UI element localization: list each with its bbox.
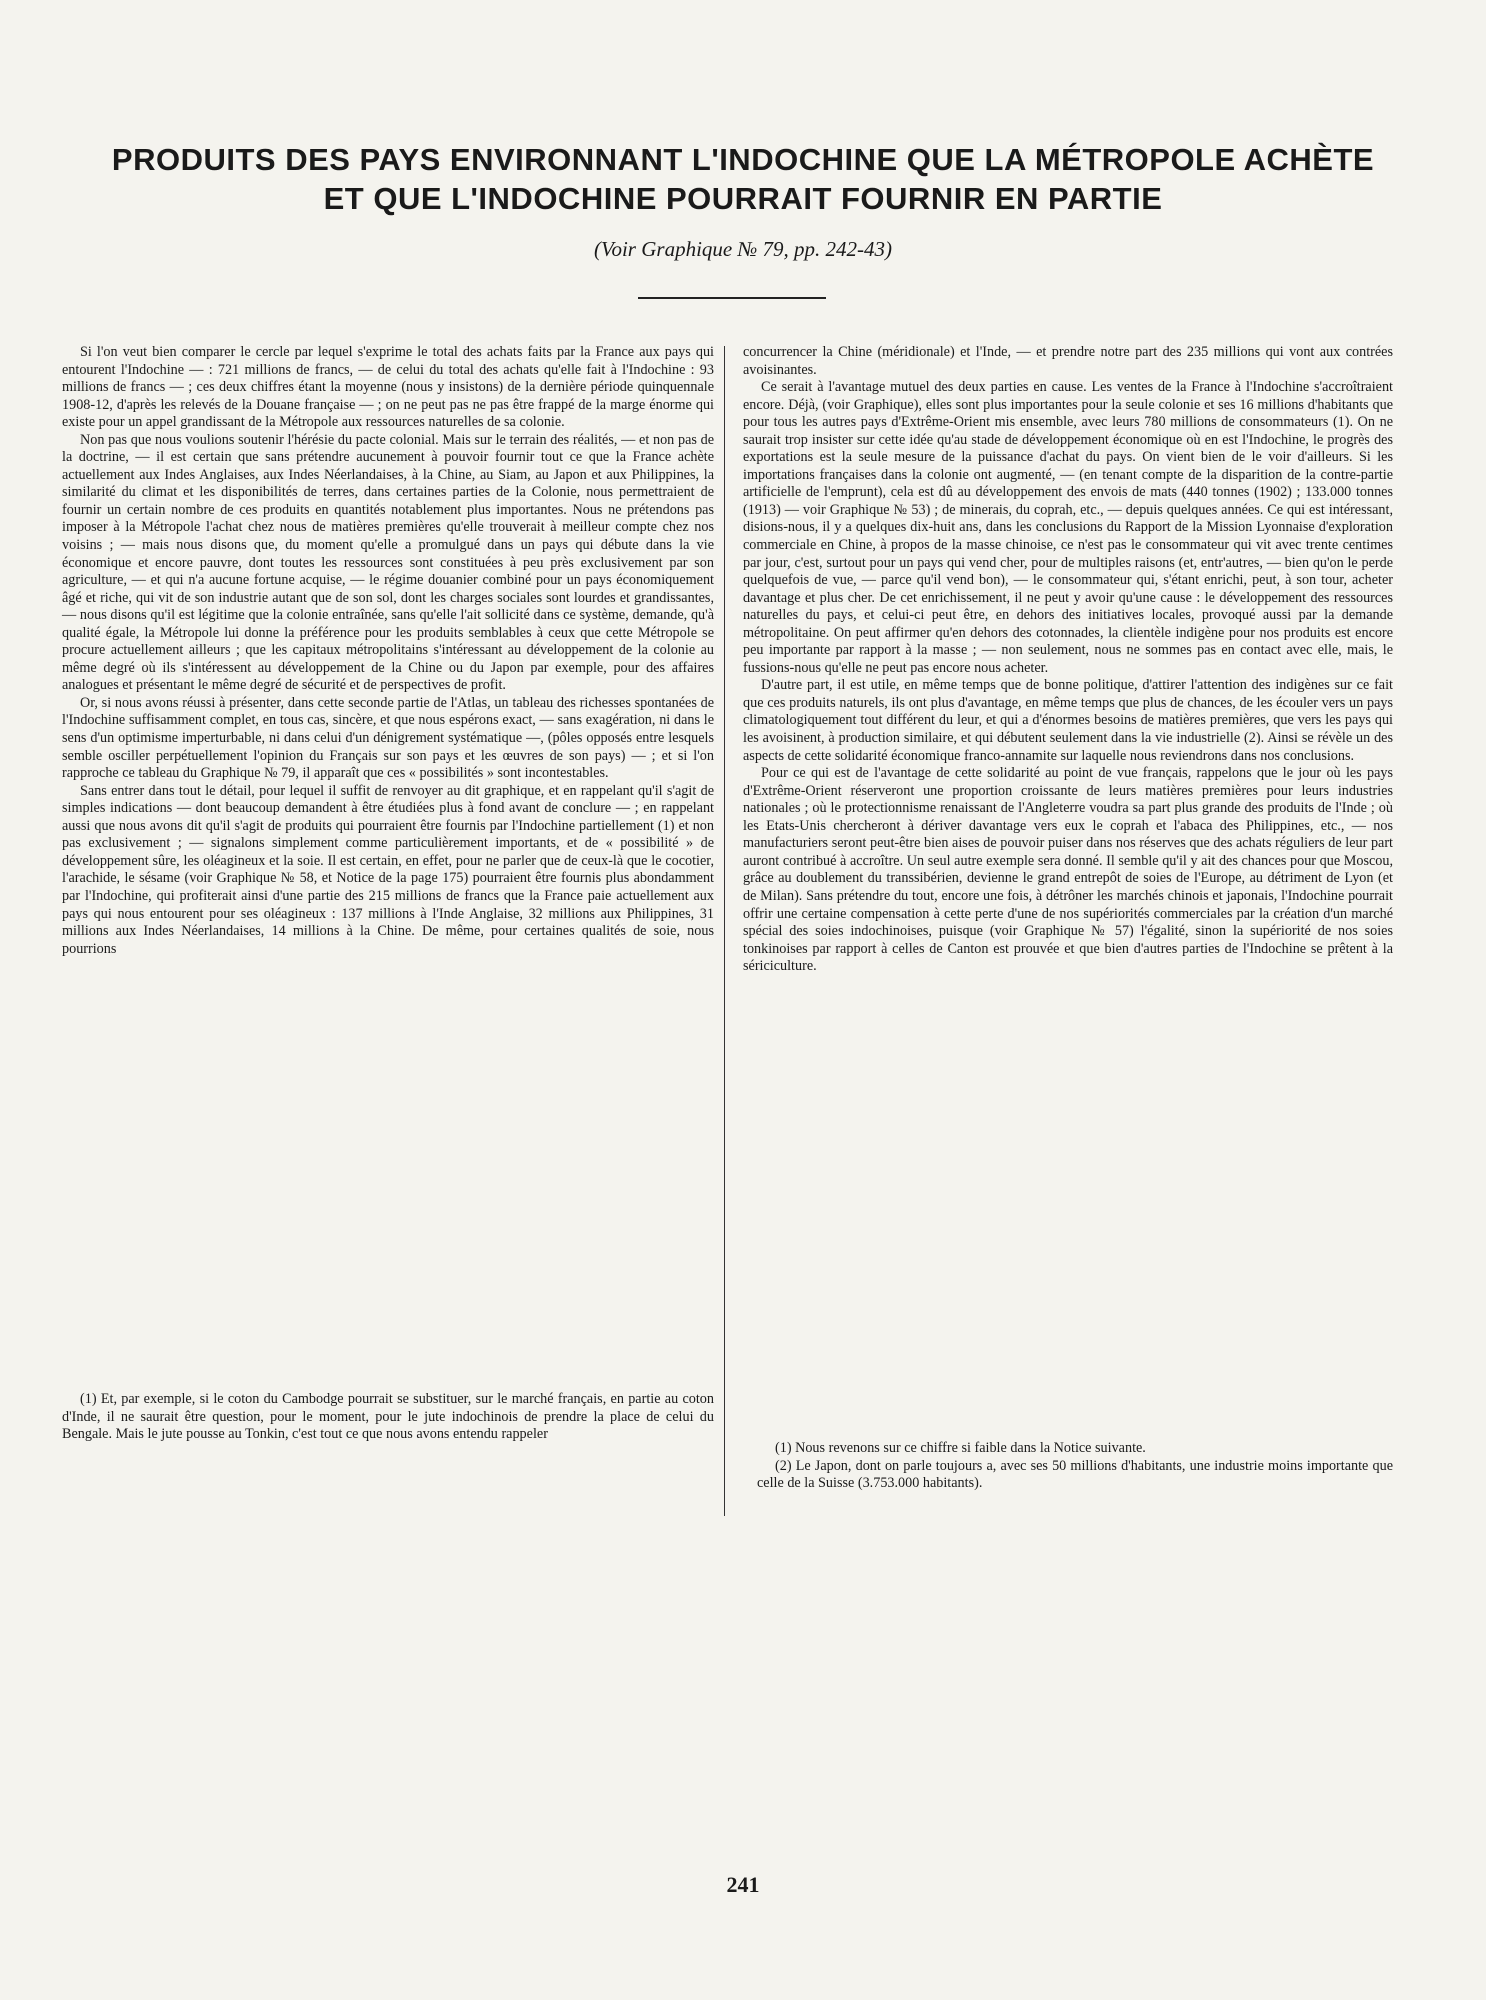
paragraph: Si l'on veut bien comparer le cercle par lequel s'exprime le total des achats faits par la France aux pays qui entourent l'Indochine — : 721 millions de francs, — de celui du total des achats qu'elle fait à l'Indochine : 93 millions de francs — ; ces deux chiffres étant la moyenne (nous y insistons) de la dernière période quinquennale 1908-12, d'après les relevés de la Douane française — ; on ne peut pas ne pas être frappé de la marge énorme qui existe pour un appel grandissant de la Métropole aux ressources naturelles de sa colonie. [62, 344, 714, 431]
footnote: (1) Nous revenons sur ce chiffre si faible dans la Notice suivante. [775, 1440, 1146, 1456]
left-column [62, 344, 714, 958]
paragraph: Or, si nous avons réussi à présenter, dans cette seconde partie de l'Atlas, un tableau des richesses spontanées de l'Indochine suffisamment complet, en tous cas, sincère, et que nous espérons exact, — sans exagération, ni dans le sens d'un optimisme imperturbable, ni dans celui d'un dénigrement systématique —, (pôles opposés entre lesquels semble osciller perpétuellement l'opinion du Français sur son pays et les œuvres de son pays) — ; et si l'on rapproche ce tableau du Graphique № 79, il apparaît que ces « possibilités » sont incontestables. [62, 694, 714, 782]
paragraph: Sans entrer dans tout le détail, pour lequel il suffit de renvoyer au dit graphique, et en rappelant qu'il s'agit de simples indications — dont beaucoup demandent à être étudiées plus à fond avant de conclure — ; en rappelant aussi que nous avons dit qu'il s'agit de produits qui pourraient être fournis par l'Indochine partiellement (1) et non pas exclusivement ; — signalons simplement comme particulièrement importants, et de « possibilité » de développement sûre, les oléagineux et la soie. Il est certain, en effet, pour ne parler que de ceux-là que le cocotier, l'arachide, le sésame (voir Graphique № 58, et Notice de la page 175) pourraient être fournis plus abondamment par l'Indochine, qui profiterait ainsi d'une partie des 215 millions de francs que la France paie actuellement aux pays qui nous entourent pour ses oléagineux : 137 millions à l'Inde Anglaise, 32 millions aux Philippines, 31 millions aux Indes Néerlandaises, 14 millions à la Chine. De même, pour certaines qualités de soie, nous pourrions [62, 782, 714, 957]
page-title [60, 140, 1426, 218]
right-column [743, 344, 1393, 976]
paragraph: Non pas que nous voulions soutenir l'hérésie du pacte colonial. Mais sur le terrain des réalités, — et non pas de la doctrine, — il est certain que sans prétendre aucunement à pouvoir fournir tout ce que la France achète actuellement aux Indes Anglaises, aux Indes Néerlandaises, à la Chine, au Siam, au Japon et aux Philippines, la similarité du climat et les disponibilités de terres, dans certaines parties de la Colonie, nous permettraient de fournir un certain nombre de ces produits en quantités notablement plus importantes. Nous ne prétendons pas imposer à la Métropole l'achat chez nous de matières premières qu'elle trouverait à meilleur compte chez nos voisins ; — mais nous disons que, du moment qu'elle a promulgué dans un pays qui débute dans la vie économique et encore pauvre, dont toutes les ressources sont constituées à peu près exclusivement par son agriculture, — et qui n'a aucune fortune acquise, — le régime douanier combiné pour un pays économiquement âgé et riche, qui vit de son industrie autant que de son sol, dont les charges sociales sont lourdes et grandissantes, — nous disons qu'il est légitime que la colonie entraînée, sans qu'elle l'ait sollicité dans ce système, demande, qu'à qualité égale, la Métropole lui donne la préférence pour les produits semblables à ceux que cette Métropole se procure actuellement ailleurs ; que les capitaux métropolitains s'intéressant au développement de la colonie au même degré où ils s'intéressent au développement de la Chine ou du Japon par exemple, pour des affaires analogues et présentant le même degré de sécurité et de perspectives de profit. [62, 431, 714, 694]
paragraph: Pour ce qui est de l'avantage de cette solidarité au point de vue français, rappelons que le jour où les pays d'Extrême-Orient réserveront une proportion croissante de leurs matières premières pour leurs industries nationales ; où le protectionnisme renaissant de l'Angleterre voudra sa part plus grande des produits de l'Inde ; où les Etats-Unis chercheront à dériver davantage vers eux le coprah et l'abaca des Philippines, etc., — nos manufacturiers seront peut-être bien aises de pouvoir puiser dans nos réserves que des achats réguliers de leur part auront contribué à accroître. Un seul autre exemple sera donné. Il semble qu'il y ait des chances pour que Moscou, grâce au doublement du transsibérien, devienne le grand entrepôt de soies de l'Europe, au détriment de Lyon (et de Milan). Sans prétendre du tout, encore une fois, à détrôner les marchés chinois et japonais, l'Indochine pourrait offrir une certaine compensation à cette perte d'une de nos supériorités commerciales par la création d'un marché spécial des soies indochinoises, puisque (voir Graphique № 57) l'égalité, sinon la supériorité de nos soies tonkinoises par rapport à celles de Canton est prouvée et que bien d'autres parties de l'Indochine se prêtent à la sériciculture. [743, 765, 1393, 975]
page-number: 241 [726, 1872, 760, 1897]
column-separator [724, 346, 725, 1516]
title-line-1: PRODUITS DES PAYS ENVIRONNANT L'INDOCHINE QUE LA MÉTROPOLE ACHÈTE [111, 142, 1375, 177]
footnote: (2) Le Japon, dont on parle toujours a, avec ses 50 millions d'habitants, une industrie moins importante que celle de la Suisse (3.753.000 habitants). [757, 1457, 1393, 1491]
title-divider [638, 297, 826, 299]
footnote: (1) Et, par exemple, si le coton du Cambodge pourrait se substituer, sur le marché français, en partie au coton d'Inde, il ne saurait être question, pour le moment, pour le jute indochinois de prendre la place de celui du Bengale. Mais le jute pousse au Tonkin, c'est tout ce que nous avons entendu rappeler [62, 1391, 714, 1442]
paragraph: D'autre part, il est utile, en même temps que de bonne politique, d'attirer l'attention des indigènes sur ce fait que ces produits naturels, ils ont plus d'avantage, en même temps que plus de chances, de les écouler vers un pays climatologiquement tout différent du leur, et qui a d'énormes besoins de matières premières, que vers les pays qui les avoisinent, à production similaire, et qui débutent seulement dans la vie industrielle (2). Ainsi se révèle un des aspects de cette solidarité économique franco-annamite sur laquelle nous reviendrons dans nos conclusions. [743, 677, 1393, 764]
title-line-2: ET QUE L'INDOCHINE POURRAIT FOURNIR EN PARTIE [323, 181, 1163, 216]
footnotes-right [757, 1440, 1393, 1493]
footnotes-left [62, 1391, 714, 1444]
graphique-reference: (Voir Graphique № 79, pp. 242-43) [593, 237, 893, 261]
paragraph: concurrencer la Chine (méridionale) et l'Inde, — et prendre notre part des 235 millions qui vont aux contrées avoisinantes. [743, 344, 1393, 378]
paragraph: Ce serait à l'avantage mutuel des deux parties en cause. Les ventes de la France à l'Indochine s'accroîtraient encore. Déjà, (voir Graphique), elles sont plus importantes pour la seule colonie et ses 16 millions d'habitants que pour tous les autres pays d'Extrême-Orient mis ensemble, avec leurs 780 millions de consommateurs (1). On ne saurait trop insister sur cette idée qu'au stade de développement économique où en est l'Indochine, le progrès des exportations est la seule mesure de la puissance d'achat du pays. On vient bien de le voir d'ailleurs. Si les importations françaises dans la colonie ont augmenté, — (en tenant compte de la disparition de la contre-partie artificielle de l'emprunt), cela est dû au développement des envois de mats (440 tonnes (1902) ; 133.000 tonnes (1913) — voir Graphique № 53) ; de minerais, du coprah, etc., — depuis quelques années. Ce qui est intéressant, disions-nous, il y a quelques dix-huit ans, dans les conclusions du Rapport de la Mission Lyonnaise d'exploration commerciale en Chine, à propos de la masse chinoise, ce n'est pas le consommateur qui vit avec trente centimes par jour, c'est, surtout pour un pays qui vend cher, pour de multiples raisons (et, entr'autres, — bien qu'on le perde quelquefois de vue, — parce qu'il vend bon), — le consommateur qui, s'étant enrichi, peut, à son tour, acheter davantage et plus cher. De cet enrichissement, il ne peut y avoir qu'une cause : le développement des ressources naturelles du pays, et celui-ci peut être, en dehors des initiatives locales, provoqué aussi par la demande métropolitaine. On peut affirmer qu'en dehors des cotonnades, la clientèle indigène pour nos produits est encore peu importante par rapport à la masse ; — non seulement, nous ne sommes pas en contact avec elle, mais, le fussions-nous qu'elle ne peut pas encore nous acheter. [743, 379, 1393, 676]
